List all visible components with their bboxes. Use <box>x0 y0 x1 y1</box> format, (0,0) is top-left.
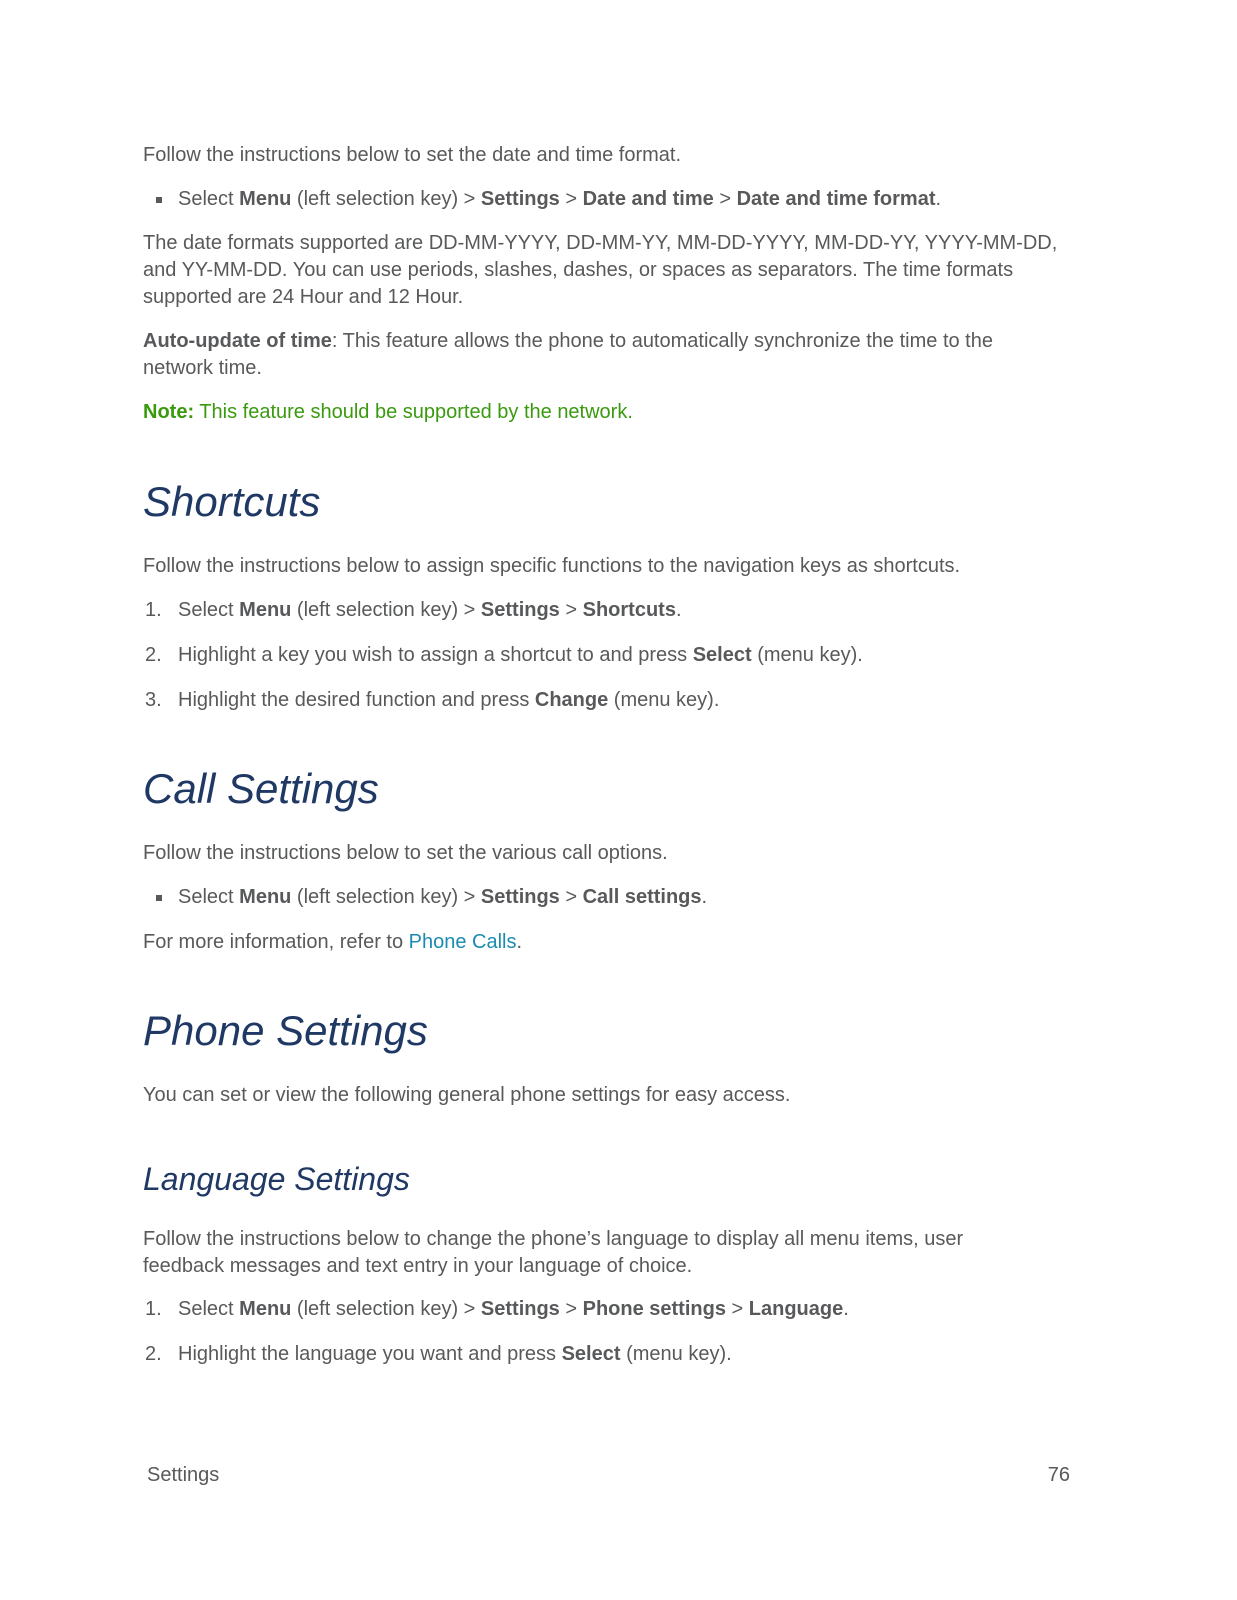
text: . <box>935 188 942 210</box>
change-term: Change <box>534 689 609 711</box>
shortcuts-heading: Shortcuts <box>143 478 321 525</box>
call-settings-bullet <box>178 884 1078 911</box>
text: (left selection key) > <box>291 599 481 621</box>
call-settings-intro: Follow the instructions below to set the various call options. <box>143 842 668 864</box>
settings-term: Settings <box>480 599 560 621</box>
step-number: 2. <box>145 1343 162 1365</box>
footer-page-number: 76 <box>1047 1464 1070 1486</box>
phone-settings-term: Phone settings <box>582 1298 726 1320</box>
text: (menu key). <box>620 1343 732 1365</box>
auto-update-text: : This feature allows the phone to automatically synchronize the time to the network time. <box>143 330 993 379</box>
text: Highlight a key you wish to assign a shortcut to and press <box>178 644 693 666</box>
text: (menu key). <box>608 689 720 711</box>
language-step-2 <box>178 1341 1078 1368</box>
text: (left selection key) > <box>291 886 481 908</box>
settings-term: Settings <box>480 188 560 210</box>
language-settings-heading: Language Settings <box>143 1161 410 1197</box>
text: > <box>713 188 737 210</box>
text: Select <box>178 886 240 908</box>
shortcuts-intro: Follow the instructions below to assign specific functions to the navigation keys as shortcuts. <box>143 555 961 577</box>
step-number: 2. <box>145 644 162 666</box>
text: Highlight the desired function and press <box>178 689 535 711</box>
bullet-icon <box>156 197 162 203</box>
phone-calls-link[interactable]: Phone Calls <box>408 931 517 953</box>
step-number: 1. <box>145 599 162 621</box>
text: > <box>725 1298 749 1320</box>
auto-update-paragraph <box>143 328 1063 382</box>
text: Select <box>178 1298 240 1320</box>
text: . <box>701 886 708 908</box>
date-time-term: Date and time <box>582 188 714 210</box>
menu-term: Menu <box>239 1298 292 1320</box>
date-time-format-term: Date and time format <box>736 188 936 210</box>
step-number: 1. <box>145 1298 162 1320</box>
text: Select <box>178 599 240 621</box>
menu-term: Menu <box>239 188 292 210</box>
shortcuts-step-3 <box>178 687 1078 714</box>
language-step-1 <box>178 1296 1078 1323</box>
text: . <box>675 599 682 621</box>
text: . <box>516 931 523 953</box>
text: > <box>559 886 583 908</box>
menu-term: Menu <box>239 599 292 621</box>
language-settings-intro: Follow the instructions below to change the phone’s language to display all menu items, user feedback messages and text entry in your language of choice. <box>143 1228 964 1277</box>
auto-update-label: Auto-update of time <box>143 330 332 352</box>
phone-settings-heading: Phone Settings <box>143 1007 428 1054</box>
text: (menu key). <box>751 644 863 666</box>
footer-section-name: Settings <box>147 1464 220 1486</box>
date-formats-paragraph: The date formats supported are DD-MM-YYYY, DD-MM-YY, MM-DD-YYYY, MM-DD-YY, YYYY-MM-DD, and YY-MM-DD. You can use periods, slashes, dashes, or spaces as separators. The time formats supported are 24 Hour and 12 Hour. <box>143 232 1058 308</box>
bullet-icon <box>156 895 162 901</box>
text: > <box>559 188 583 210</box>
more-info-paragraph <box>143 929 1083 956</box>
text: > <box>559 599 583 621</box>
text: (left selection key) > <box>291 188 481 210</box>
language-term: Language <box>748 1298 844 1320</box>
text: (left selection key) > <box>291 1298 481 1320</box>
note-text: This feature should be supported by the network. <box>194 401 633 423</box>
phone-settings-intro: You can set or view the following general phone settings for easy access. <box>143 1084 791 1106</box>
text: For more information, refer to <box>143 931 409 953</box>
menu-term: Menu <box>239 886 292 908</box>
step-number: 3. <box>145 689 162 711</box>
shortcuts-step-1 <box>178 597 1078 624</box>
call-settings-term: Call settings <box>582 886 702 908</box>
settings-term: Settings <box>480 886 560 908</box>
text: Highlight the language you want and press <box>178 1343 562 1365</box>
note-paragraph <box>143 399 1083 426</box>
text: > <box>559 1298 583 1320</box>
call-settings-heading: Call Settings <box>143 765 379 812</box>
note-label: Note: <box>143 401 195 423</box>
settings-term: Settings <box>480 1298 560 1320</box>
select-term: Select <box>692 644 752 666</box>
datetime-bullet <box>178 186 1078 213</box>
text: Select <box>178 188 240 210</box>
shortcuts-step-2 <box>178 642 1078 669</box>
select-term: Select <box>561 1343 621 1365</box>
text: . <box>843 1298 849 1320</box>
shortcuts-term: Shortcuts <box>582 599 676 621</box>
datetime-intro: Follow the instructions below to set the date and time format. <box>143 144 682 166</box>
